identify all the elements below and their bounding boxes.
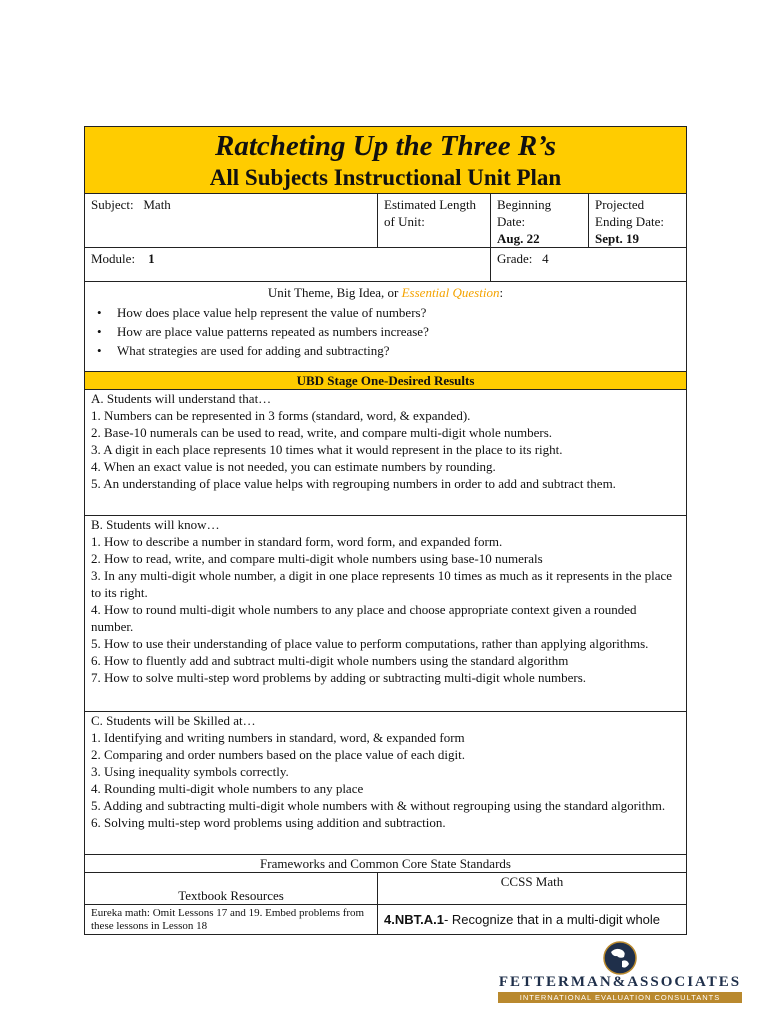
ccss-standard-code: 4.NBT.A.1 <box>384 912 444 927</box>
beginning-date-label: Beginning <box>497 197 552 212</box>
estimated-length-label: Estimated Length <box>384 197 477 212</box>
section-c-cell <box>85 712 687 855</box>
list-item: 4. When an exact value is not needed, you can estimate numbers by rounding. <box>91 459 496 474</box>
list-item: 3. Using inequality symbols correctly. <box>91 764 289 779</box>
list-item: 7. How to solve multi-step word problems by adding or subtracting multi-digit whole numbers. <box>91 670 587 685</box>
list-item: 5. How to use their understanding of place value to perform computations, rather than applying algorithms. <box>91 636 649 651</box>
list-item: 4. Rounding multi-digit whole numbers to any place <box>91 781 364 796</box>
module-cell <box>85 248 491 282</box>
list-item: 4. How to round multi-digit whole numbers to any place and choose appropriate context given a rounded number. <box>91 602 637 634</box>
list-item: 1. Identifying and writing numbers in standard, word, & expanded form <box>91 730 465 745</box>
essential-question-label: Essential Question <box>401 285 500 300</box>
list-item: 5. An understanding of place value helps with regrouping numbers in order to add and subtract them. <box>91 476 616 491</box>
textbook-resources-text: Eureka math: Omit Lessons 17 and 19. Embed problems from these lessons in Lesson 18 <box>85 905 378 935</box>
list-item: 2. Comparing and order numbers based on the place value of each digit. <box>91 747 465 762</box>
list-item: • How does place value help represent the value of numbers? <box>117 303 680 322</box>
grade-label: Grade: <box>497 251 533 266</box>
unit-theme-colon: : <box>499 285 504 300</box>
beginning-date-value: Aug. 22 <box>497 231 540 246</box>
list-item: • How are place value patterns repeated as numbers increase? <box>117 322 680 341</box>
essential-questions-list <box>91 303 680 360</box>
unit-plan-document <box>84 126 686 935</box>
fetterman-logo <box>498 940 742 1004</box>
list-item: 5. Adding and subtracting multi-digit whole numbers with & without regrouping using the standard algorithm. <box>91 798 666 813</box>
section-a-cell <box>85 390 687 516</box>
section-c-heading: C. Students will be Skilled at… <box>91 713 256 728</box>
subject-cell <box>85 194 378 248</box>
grade-cell <box>491 248 687 282</box>
list-item: 2. Base-10 numerals can be used to read, write, and compare multi-digit whole numbers. <box>91 425 553 440</box>
subject-value: Math <box>143 197 171 212</box>
list-item: 1. How to describe a number in standard form, word form, and expanded form. <box>91 534 503 549</box>
section-b-heading: B. Students will know… <box>91 517 220 532</box>
document-subtitle: All Subjects Instructional Unit Plan <box>209 165 562 190</box>
logo-tagline: INTERNATIONAL EVALUATION CONSULTANTS <box>498 992 742 1003</box>
list-item: 3. In any multi-digit whole number, a digit in one place represents 10 times as much as it represents in the place to its right. <box>91 568 673 600</box>
estimated-length-label-2: of Unit: <box>384 214 425 229</box>
list-item: 6. Solving multi-step word problems using addition and subtraction. <box>91 815 446 830</box>
document-title: Ratcheting Up the Three R’s <box>214 130 557 162</box>
unit-plan-table <box>84 126 687 935</box>
unit-theme-heading <box>91 284 680 301</box>
list-item: 6. How to fluently add and subtract multi-digit whole numbers using the standard algorithm <box>91 653 569 668</box>
section-a-heading: A. Students will understand that… <box>91 391 272 406</box>
stage-one-heading: UBD Stage One-Desired Results <box>85 372 687 390</box>
list-item: 1. Numbers can be represented in 3 forms (standard, word, & expanded). <box>91 408 471 423</box>
unit-theme-cell <box>85 282 687 372</box>
ending-date-label: Projected <box>595 197 645 212</box>
section-b-cell <box>85 516 687 712</box>
grade-value: 4 <box>542 251 549 266</box>
beginning-date-label-2: Date: <box>497 214 526 229</box>
module-label: Module: <box>91 251 136 266</box>
beginning-date-cell <box>491 194 589 248</box>
list-item: 2. How to read, write, and compare multi-digit whole numbers using base-10 numerals <box>91 551 543 566</box>
list-item: 3. A digit in each place represents 10 times what it would represent in the place to its right. <box>91 442 563 457</box>
ending-date-cell <box>589 194 687 248</box>
ending-date-label-2: Ending Date: <box>595 214 664 229</box>
ccss-standard-text: - Recognize that in a multi-digit whole <box>443 912 661 927</box>
module-value: 1 <box>148 251 155 266</box>
frameworks-heading: Frameworks and Common Core State Standards <box>85 855 687 873</box>
ccss-math-heading: CCSS Math <box>378 873 687 905</box>
logo-name: FETTERMAN&ASSOCIATES <box>498 974 742 990</box>
globe-icon <box>602 940 638 976</box>
textbook-resources-heading: Textbook Resources <box>85 873 378 905</box>
subject-label: Subject: <box>91 197 134 212</box>
unit-theme-heading-text: Unit Theme, Big Idea, or <box>267 285 402 300</box>
ending-date-value: Sept. 19 <box>595 231 640 246</box>
estimated-length-cell <box>378 194 491 248</box>
list-item: • What strategies are used for adding and subtracting? <box>117 341 680 360</box>
ccss-standard-cell <box>378 905 687 935</box>
title-banner <box>85 127 687 194</box>
